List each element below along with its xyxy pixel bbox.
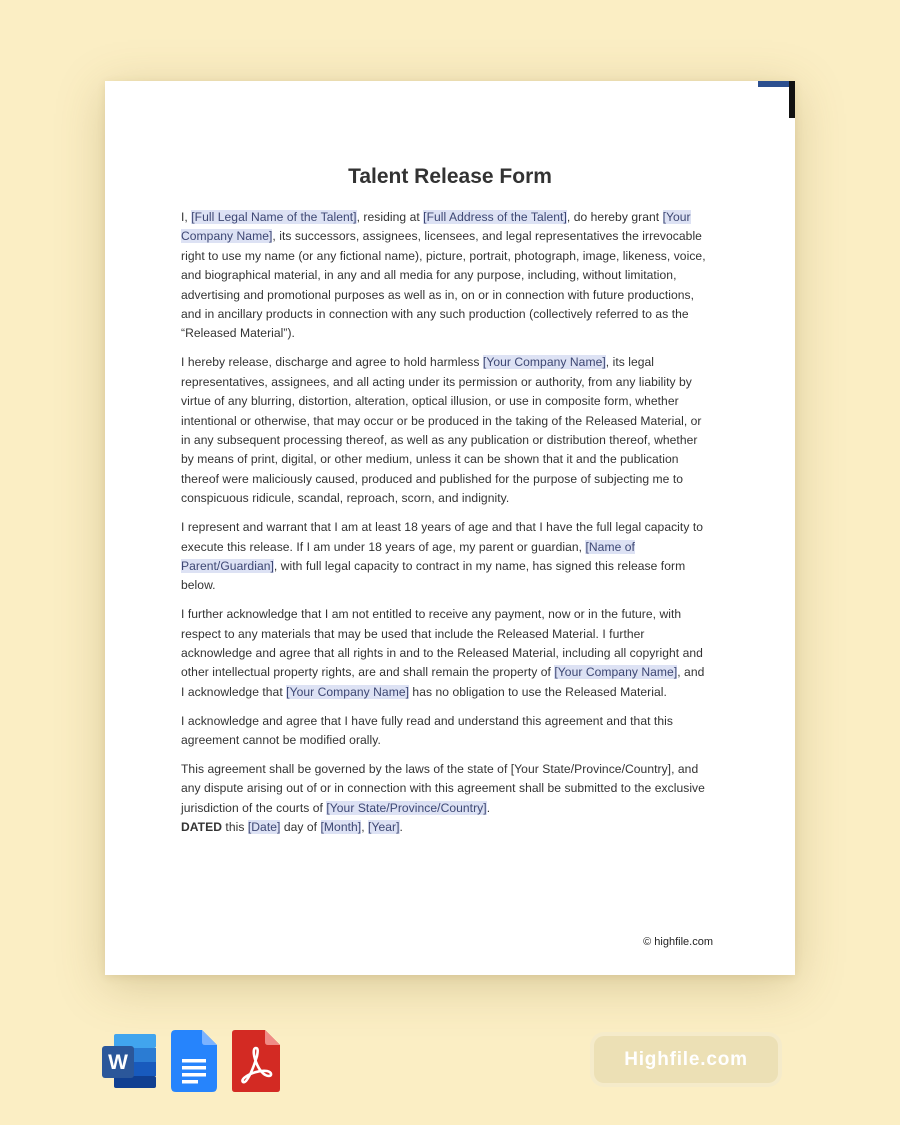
- placeholder-field: [Your Company Name]: [482, 355, 606, 370]
- google-docs-icon[interactable]: [171, 1030, 217, 1092]
- highfile-brand-button[interactable]: Highfile.com: [594, 1036, 778, 1083]
- corner-accent-mark: [789, 81, 795, 118]
- placeholder-date: [Date]: [247, 820, 281, 835]
- placeholder-field: [Name of Parent/Guardian]: [181, 539, 635, 573]
- paragraph-warranty: I represent and warrant that I am at least 18 years of age and that I have the full legal capacity to execute this release. If I am under 18 years of age, my parent or guardian, [Name of Parent/Guardian], with full legal capacity to contract in my name, has signed this release form below.: [181, 520, 704, 593]
- document-body: [181, 208, 709, 838]
- placeholder-field: [Your State/Province/Country]: [326, 800, 487, 815]
- dated-line: DATED this [Date] day of [Month], [Year].: [181, 820, 403, 835]
- copyright-credit: © highfile.com: [643, 936, 713, 948]
- paragraph-governing-law: This agreement shall be governed by the laws of the state of [Your State/Province/Country], and any dispute arising out of or in connection with this agreement shall be submitted to the exclusive jurisdiction of the courts of [Your State/Province/Country].: [181, 762, 705, 815]
- placeholder-field: [Full Address of the Talent]: [423, 210, 567, 224]
- placeholder-month: [Month]: [320, 820, 362, 835]
- document-page: [105, 81, 795, 975]
- placeholder-field: [Your Company Name]: [286, 684, 410, 699]
- placeholder-year: [Year]: [368, 820, 400, 835]
- paragraph-agreement: I acknowledge and agree that I have fully read and understand this agreement and that this agreement cannot be modified orally.: [181, 713, 673, 748]
- paragraph-release: I hereby release, discharge and agree to hold harmless [Your Company Name], its legal representatives, assignees, and all acting under its permission or authority, from any liability by virtue of any blurring, distortion, alteration, optical illusion, or use in composite form, whether intentional or otherwise, that may occur or be produced in the taking of the Released Material, or in any subsequent processing thereof, as well as any publication or distribution thereof, whether by means of print, digital, or other medium, unless it can be shown that it and the publication thereof were maliciously caused, produced and published for the purpose of subjecting me to conspicuous ridicule, scandal, reproach, scorn, and indignity.: [181, 355, 702, 506]
- placeholder-field: [Full Legal Name of the Talent]: [191, 210, 357, 224]
- word-letter: W: [108, 1051, 128, 1074]
- placeholder-field: [Your Company Name]: [181, 210, 691, 244]
- page-title: Talent Release Form: [348, 165, 552, 188]
- word-icon[interactable]: [100, 1032, 158, 1090]
- paragraph-acknowledgement: I further acknowledge that I am not entitled to receive any payment, now or in the future, with respect to any materials that may be used that include the Released Material. I further acknowledge and agree that all rights in and to the Released Material, including all copyright and other intellectual property rights, are and shall remain the property of [Your Company Name], and I acknowledge that [Your Company Name] has no obligation to use the Released Material.: [181, 607, 705, 699]
- paragraph-grant: I, [Full Legal Name of the Talent], residing at [Full Address of the Talent], do hereby grant [Your Company Name], its successors, assignees, licensees, and legal representatives the irrevocable right to use my name (or any fictional name), picture, portrait, photograph, image, likeness, voice, and biographical material, in any and all media for any purpose, including, without limitation, advertising and promotional purposes as well as in, on or in connection with future productions, and in ancillary products in connection with any such production (collectively referred to as the “Released Material”).: [181, 210, 706, 341]
- pdf-icon[interactable]: [232, 1030, 280, 1092]
- placeholder-field: [Your Company Name]: [554, 665, 678, 680]
